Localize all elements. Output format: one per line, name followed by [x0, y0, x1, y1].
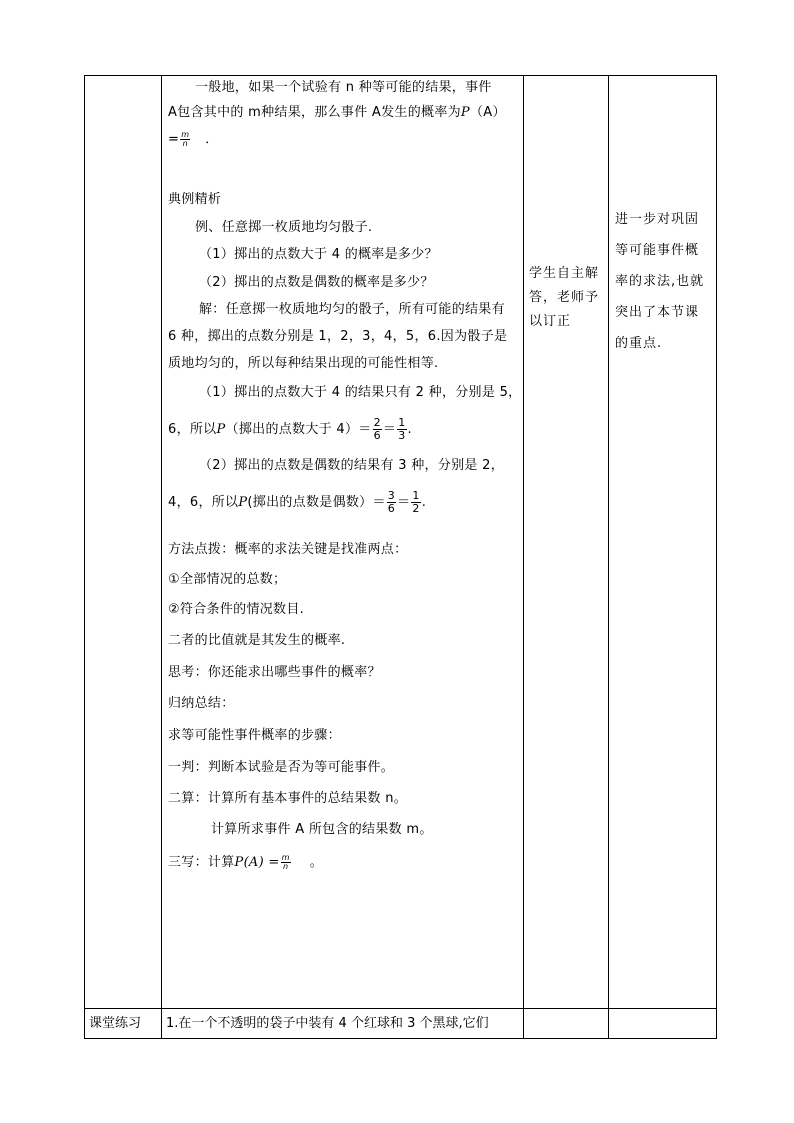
solution-line-2 [168, 329, 507, 345]
fraction-numerator: 3 [387, 489, 396, 502]
formula-text: P(A) = [234, 855, 280, 870]
student-activity-cell [524, 76, 609, 1009]
method-text: 方法点拨：概率的求法关键是找准两点： [168, 542, 408, 557]
activity-line: 答，老师予 [529, 290, 600, 305]
definition-end: ． [205, 132, 219, 147]
fraction-denominator: 6 [373, 429, 381, 442]
solution-text: 6 种，掷出的点数分别是 1，2，3，4，5，6.因为骰子是 [168, 329, 508, 344]
answer-1-line-1 [199, 385, 521, 401]
equals-sign: ＝ [358, 422, 372, 437]
fraction-numerator: m [181, 130, 190, 139]
practice-question: 1.在一个不透明的袋子中装有 4 个红球和 3 个黑球,它们 [162, 1009, 524, 1039]
example-question-2 [199, 275, 434, 291]
question-text: （2）掷出的点数是偶数的概率是多少？ [199, 275, 434, 290]
summary-text: 二算：计算所有基本事件的总结果数 n。 [168, 791, 408, 806]
method-title [168, 542, 407, 558]
summary-text: 三写：计算 [168, 855, 235, 870]
fraction-denominator: 6 [387, 502, 396, 515]
teaching-content-cell [162, 76, 524, 1009]
design-intent-text [615, 204, 704, 359]
answer-text: （2）掷出的点数是偶数的结果有 3 种，分别是 2， [199, 458, 505, 473]
solution-line-1 [199, 302, 505, 318]
summary-text: 计算所求事件 A 所包含的结果数 m。 [211, 822, 433, 837]
answer-2-line-1 [199, 458, 504, 474]
fraction-denominator: n [282, 862, 289, 871]
fraction-numerator: m [281, 853, 290, 862]
fraction-1-over-2 [411, 490, 420, 515]
table-row [85, 76, 717, 1009]
answer-text: 4，6，所以 [168, 495, 239, 510]
activity-line: 以订正 [529, 314, 572, 329]
example-text: 例、任意掷一枚质地均匀骰子. [195, 220, 373, 235]
period: . [421, 495, 427, 510]
think-prompt [168, 665, 381, 681]
fraction-numerator: 1 [398, 416, 406, 429]
fraction-3-over-6 [387, 490, 396, 515]
fraction-denominator: 3 [398, 429, 406, 442]
equals-sign: = [168, 132, 180, 147]
solution-text: 质地均匀的，所以每种结果出现的可能性相等. [168, 356, 439, 371]
heading-text: 典例精析 [168, 192, 222, 207]
method-text: ①全部情况的总数； [168, 572, 287, 587]
intent-line: 率的求法,也就 [615, 274, 705, 289]
answer-text: （掷出的点数大于 4） [225, 422, 359, 437]
summary-text: 求等可能性事件概率的步骤： [168, 728, 341, 743]
example-heading [168, 192, 221, 208]
fraction-m-over-n [180, 131, 190, 148]
probability-symbol: P [216, 422, 226, 437]
table-row [85, 1009, 717, 1039]
fraction-denominator: 2 [412, 502, 420, 515]
definition-text: A包含其中的 m种结果，那么事件 A发生的概率为 [168, 105, 461, 120]
probability-symbol: P [238, 495, 248, 510]
summary-step-2 [168, 791, 407, 807]
equals-sign: ＝ [382, 422, 397, 437]
answer-text: 6，所以 [168, 422, 217, 437]
summary-text: 归纳总结： [168, 696, 235, 711]
method-point-1 [168, 572, 286, 588]
think-text: 思考：你还能求出哪些事件的概率？ [168, 665, 381, 680]
summary-steps-title [168, 728, 341, 744]
answer-text: (掷出的点数是偶数） [247, 495, 373, 510]
method-text: ②符合条件的情况数目. [168, 602, 305, 617]
fraction-2-over-6 [373, 417, 382, 442]
answer-2-line-2 [168, 485, 426, 521]
activity-line: 学生自主解 [529, 266, 600, 281]
summary-step-3 [168, 850, 323, 876]
solution-text: 解：任意掷一枚质地均匀的骰子，所有可能的结果有 [199, 302, 505, 317]
fraction-m-over-n [281, 854, 291, 871]
classroom-practice-label: 课堂练习 [85, 1009, 162, 1039]
question-text: （1）掷出的点数大于 4 的概率是多少？ [199, 247, 438, 262]
period: . [407, 422, 412, 437]
student-activity-text [529, 262, 599, 334]
lesson-plan-table [84, 75, 717, 1039]
intent-line: 突出了本节课 [615, 305, 700, 320]
summary-text: 一判：判断本试验是否为等可能事件。 [168, 760, 395, 775]
intent-line: 等可能事件概 [615, 243, 700, 258]
summary-step-1 [168, 760, 394, 776]
fraction-numerator: 2 [373, 416, 381, 429]
answer-text: （1）掷出的点数大于 4 的结果只有 2 种，分别是 5， [199, 385, 522, 400]
method-point-2 [168, 602, 304, 618]
fraction-numerator: 1 [412, 489, 420, 502]
example-intro [195, 220, 372, 236]
example-question-1 [199, 247, 438, 263]
definition-text: （A） [469, 105, 506, 120]
intent-line: 的重点. [615, 336, 663, 351]
fraction-denominator: n [182, 139, 188, 148]
definition-text: 一般地，如果一个试验有 n 种等可能的结果，事件 [195, 80, 492, 95]
answer-1-line-2 [168, 412, 412, 448]
equals-sign: ＝ [372, 495, 386, 510]
stage-label-cell [85, 76, 162, 1009]
definition-line-1 [195, 80, 492, 96]
equals-sign: ＝ [397, 495, 411, 510]
fraction-1-over-3 [397, 417, 406, 442]
solution-line-3 [168, 356, 438, 372]
empty-cell [524, 1009, 609, 1039]
summary-step-2b [211, 822, 433, 838]
probability-symbol: P [460, 105, 470, 120]
intent-line: 进一步对巩固 [615, 212, 700, 227]
method-text: 二者的比值就是其发生的概率. [168, 633, 346, 648]
definition-line-3 [168, 131, 219, 148]
design-intent-cell [609, 76, 717, 1009]
empty-cell [609, 1009, 717, 1039]
period: 。 [309, 855, 324, 870]
definition-line-2 [168, 105, 506, 121]
summary-title [168, 696, 235, 712]
method-ratio [168, 633, 345, 649]
